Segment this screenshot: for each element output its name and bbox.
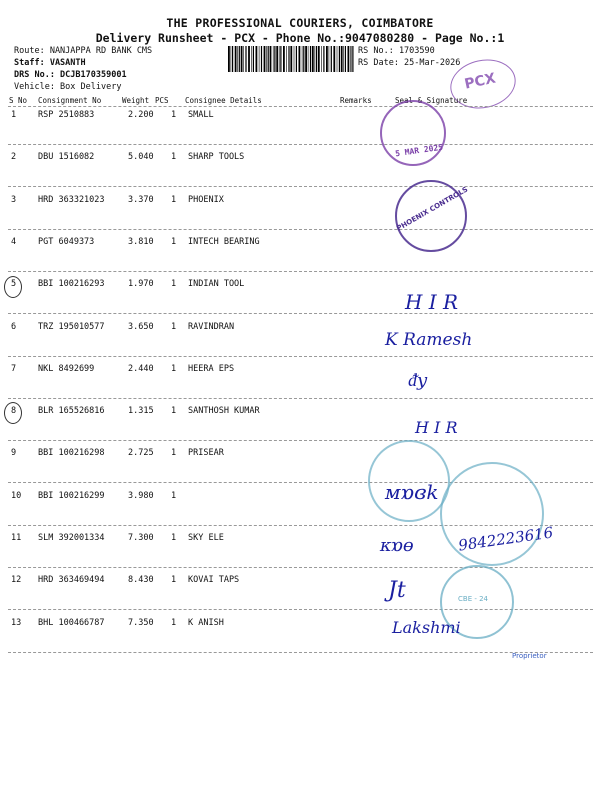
- row-sno: 2: [11, 152, 17, 163]
- row-divider: [8, 229, 593, 230]
- pcx-stamp-text: PCX: [463, 70, 498, 93]
- header-divider: [8, 106, 593, 107]
- col-weight: Weight: [122, 96, 150, 105]
- row-divider: [8, 440, 593, 441]
- row-consignee: SMALL: [188, 110, 214, 120]
- signature-row-10: ᴍɒɞk: [385, 480, 439, 504]
- col-sno: S No: [9, 96, 28, 105]
- company-title: THE PROFESSIONAL COURIERS, COIMBATORE: [166, 16, 434, 30]
- row-divider: [8, 567, 593, 568]
- row-weight: 2.725: [128, 448, 154, 459]
- teal-stamp-right: [440, 462, 544, 566]
- teal-stamp-bottom-text: CBE - 24: [458, 595, 488, 603]
- col-consignee: Consignee Details: [185, 96, 262, 105]
- runsheet-subtitle: Delivery Runsheet - PCX - Phone No.:9047080280 - Page No.:1: [95, 31, 505, 45]
- row-weight: 2.200: [128, 110, 154, 120]
- row-consignee: K ANISH: [188, 617, 224, 628]
- row-sno: 6: [11, 321, 17, 332]
- row-weight: 7.350: [128, 617, 154, 628]
- row-divider: [8, 144, 593, 145]
- table-row: [0, 237, 600, 279]
- row-consignee: PHOENIX: [188, 194, 224, 205]
- row-pcs: 1: [171, 279, 177, 290]
- table-row: [0, 195, 600, 237]
- table-row: [0, 364, 600, 406]
- row-sno: 13: [11, 617, 22, 628]
- row-pcs: 1: [171, 110, 177, 120]
- row-sno: 11: [11, 533, 22, 543]
- row-sno: 7: [11, 363, 17, 374]
- row-pcs: 1: [171, 236, 177, 247]
- row-weight: 3.650: [128, 321, 154, 332]
- rs-number: RS No.: 1703590: [358, 46, 435, 56]
- row-sno: 10: [11, 490, 22, 501]
- table-row: [0, 152, 600, 194]
- signature-row-13: Lakshmi: [392, 618, 461, 637]
- row-sno: 12: [11, 575, 22, 586]
- row-sno: 3: [11, 194, 17, 205]
- row-weight: 3.980: [128, 490, 154, 501]
- route-label: Route: NANJAPPA RD BANK CMS: [14, 46, 153, 56]
- col-remarks: Remarks: [340, 96, 372, 105]
- row-consignment-no: RSP 2510883: [38, 110, 95, 120]
- rs-date: RS Date: 25-Mar-2026: [358, 58, 461, 68]
- row-sno: 5: [11, 279, 17, 290]
- row-weight: 1.970: [128, 279, 154, 290]
- row-consignment-no: TRZ 195010577: [38, 321, 105, 332]
- row-consignment-no: BBI 100216299: [38, 490, 105, 501]
- table-row: [0, 110, 600, 152]
- table-row: [0, 406, 600, 448]
- vehicle-label: Vehicle: Box Delivery: [14, 82, 122, 92]
- row-pcs: 1: [171, 194, 177, 205]
- circled-sno-5: [4, 276, 22, 298]
- row-sno: 8: [11, 406, 17, 417]
- row-weight: 1.315: [128, 406, 154, 417]
- signature-row-11: ᴋɒɵ: [380, 535, 414, 556]
- row-pcs: 1: [171, 406, 177, 417]
- row-pcs: 1: [171, 448, 177, 459]
- row-pcs: 1: [171, 533, 177, 543]
- row-weight: 7.300: [128, 533, 154, 543]
- row-consignment-no: HRD 363321023: [38, 194, 105, 205]
- row-divider: [8, 186, 593, 187]
- circled-sno-8: [4, 402, 22, 424]
- row-pcs: 1: [171, 321, 177, 332]
- table-row: [0, 618, 600, 660]
- row-weight: 8.430: [128, 575, 154, 586]
- row-divider: [8, 398, 593, 399]
- row-weight: 3.810: [128, 236, 154, 247]
- row-weight: 5.040: [128, 152, 154, 163]
- signature-row-6: K Ramesh: [385, 330, 473, 350]
- barcode-image: [228, 46, 354, 72]
- drs-number: DRS No.: DCJB170359001: [14, 70, 127, 80]
- row-divider: [8, 313, 593, 314]
- row-divider: [8, 271, 593, 272]
- row-weight: 3.370: [128, 194, 154, 205]
- row-weight: 2.440: [128, 363, 154, 374]
- proprietor-text: Proprietor: [512, 652, 547, 660]
- col-pcs: PCS: [155, 96, 169, 105]
- row-pcs: 1: [171, 490, 177, 501]
- row-divider: [8, 652, 593, 653]
- row-consignment-no: BBI 100216293: [38, 279, 105, 290]
- signature-row-5: H I R: [405, 290, 459, 314]
- signature-row-8: H I R: [415, 418, 458, 437]
- row-consignee: PRISEAR: [188, 448, 224, 459]
- row-consignment-no: BLR 165526816: [38, 406, 105, 417]
- row-consignment-no: BHL 100466787: [38, 617, 105, 628]
- row-consignee: KOVAI TAPS: [188, 575, 240, 586]
- purple-stamp-date: 5 MAR 2025: [394, 142, 444, 159]
- row-consignee: HEERA EPS: [188, 363, 235, 374]
- col-consignment: Consignment No: [38, 96, 102, 105]
- row-consignment-no: NKL 8492699: [38, 363, 95, 374]
- row-consignee: SKY ELE: [188, 533, 224, 543]
- row-consignment-no: DBU 1516082: [38, 152, 95, 163]
- purple-stamp-round: [380, 100, 446, 166]
- phone-handwritten: 9842223616: [457, 523, 555, 555]
- signature-row-12: Jt: [388, 578, 406, 603]
- row-consignment-no: HRD 363469494: [38, 575, 105, 586]
- row-consignee: INTECH BEARING: [188, 236, 260, 247]
- row-sno: 4: [11, 236, 17, 247]
- row-consignee: SHARP TOOLS: [188, 152, 245, 163]
- row-sno: 1: [11, 110, 17, 120]
- row-consignee: SANTHOSH KUMAR: [188, 406, 260, 417]
- signature-row-7: ᵭy: [408, 370, 428, 391]
- row-sno: 9: [11, 448, 17, 459]
- row-divider: [8, 356, 593, 357]
- col-signature: Seal & Signature: [395, 96, 468, 105]
- row-pcs: 1: [171, 575, 177, 586]
- row-consignment-no: SLM 392001334: [38, 533, 105, 543]
- row-consignee: INDIAN TOOL: [188, 279, 245, 290]
- staff-label: Staff: VASANTH: [14, 58, 86, 68]
- table-row: [0, 322, 600, 364]
- row-consignment-no: PGT 6049373: [38, 236, 95, 247]
- table-row: [0, 279, 600, 321]
- row-consignee: RAVINDRAN: [188, 321, 235, 332]
- row-pcs: 1: [171, 363, 177, 374]
- row-pcs: 1: [171, 152, 177, 163]
- row-consignment-no: BBI 100216298: [38, 448, 105, 459]
- phoenix-stamp-text: PHOENIX CONTROLS: [395, 185, 470, 233]
- row-pcs: 1: [171, 617, 177, 628]
